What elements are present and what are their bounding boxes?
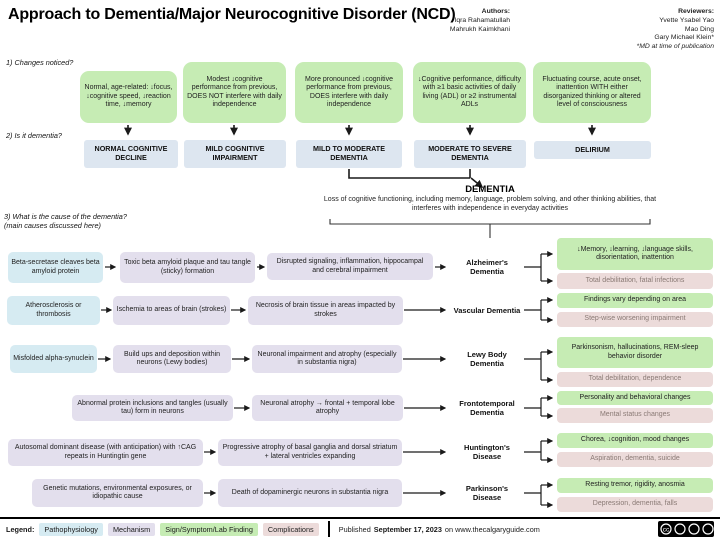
diagnosis-normal-cognitive-decline: NORMAL COGNITIVE DECLINE — [84, 140, 178, 168]
vascular-mechanism-2: Necrosis of brain tissue in areas impacted by strokes — [248, 296, 403, 325]
published-site: on www.thecalgaryguide.com — [444, 524, 540, 534]
alzheimers-dementia-label: Alzheimer's Dementia — [466, 258, 508, 276]
dementia-title: DEMENTIA — [465, 184, 515, 195]
parkinsons-signs: Resting tremor, rigidity, anosmia — [557, 478, 713, 493]
frontotemporal-mechanism-2: Neuronal atrophy → frontal + temporal lobe atrophy — [252, 395, 403, 421]
finding-fluctuating-course: Fluctuating course, acute onset, inattention WITH either disorganized thinking or altered level of consciousness — [533, 62, 651, 123]
diagnosis-delirium: DELIRIUM — [534, 141, 651, 159]
alzheimers-complications: Total debilitation, fatal infections — [557, 273, 713, 289]
lewy-body-complications: Total debilitation, dependence — [557, 372, 713, 387]
huntingtons-mechanism-2: Progressive atrophy of basal ganglia and dorsal striatum + lateral ventricles expanding — [218, 439, 402, 466]
alzheimers-mechanism-2: Disrupted signaling, inflammation, hippocampal and cerebral impairment — [267, 253, 433, 280]
vascular-complications: Step-wise worsening impairment — [557, 312, 713, 327]
legend-label: Legend: — [6, 524, 35, 534]
legend-sign-chip: Sign/Symptom/Lab Finding — [160, 523, 258, 536]
published-date: September 17, 2023 — [373, 524, 442, 534]
parkinsons-mechanism-1: Genetic mutations, environmental exposures, or idiopathic cause — [32, 479, 203, 507]
parkinsons-mechanism-2: Death of dopaminergic neurons in substantia nigra — [218, 479, 402, 507]
diagnosis-mild-cognitive-impairment: MILD COGNITIVE IMPAIRMENT — [184, 140, 286, 168]
parkinsons-complications: Depression, dementia, falls — [557, 497, 713, 512]
dementia-definition-block — [320, 184, 660, 214]
frontotemporal-mechanism-1: Abnormal protein inclusions and tangles (usually tau) form in neurons — [72, 395, 233, 421]
lewy-body-pathophysiology: Misfolded alpha-synuclein — [10, 345, 97, 373]
authors-label: Authors: — [481, 8, 510, 15]
reviewer-name: Gary Michael Klein* — [654, 34, 714, 42]
lewy-body-mechanism-2: Neuronal impairment and atrophy (especially in substantia nigra) — [252, 345, 402, 373]
diagnosis-mild-to-moderate-dementia: MILD TO MODERATE DEMENTIA — [296, 140, 402, 168]
lewy-body-mechanism-1: Build ups and deposition within neurons (Lewy bodies) — [113, 345, 231, 373]
lewy-body-signs: Parkinsonism, hallucinations, REM-sleep behavior disorder — [557, 337, 713, 368]
reviewer-name: Mao Ding — [684, 25, 714, 33]
legend-divider — [328, 521, 330, 537]
diagnosis-moderate-to-severe-dementia: MODERATE TO SEVERE DEMENTIA — [414, 140, 526, 168]
huntingtons-mechanism-1: Autosomal dominant disease (with anticipation) with ↑CAG repeats in Huntingtin gene — [8, 439, 203, 466]
vascular-dementia-label: Vascular Dementia — [453, 305, 521, 315]
parkinsons-disease-label: Parkinson's Disease — [465, 484, 509, 502]
md-note: *MD at time of publication — [636, 43, 714, 51]
lewy-body-dementia-label: Lewy Body Dementia — [467, 350, 507, 368]
huntingtons-complications: Aspiration, dementia, suicide — [557, 452, 713, 467]
vascular-pathophysiology: Atherosclerosis or thrombosis — [7, 296, 100, 325]
legend-pathophysiology-chip: Pathophysiology — [39, 523, 103, 536]
author-name: Iqra Rahamatullah — [454, 16, 510, 24]
legend-bar — [0, 517, 720, 539]
huntingtons-disease-label: Huntington's Disease — [464, 443, 510, 461]
alzheimers-signs: ↓Memory, ↓learning, ↓language skills, disorientation, inattention — [557, 238, 713, 270]
question-3-line1: 3) What is the cause of the dementia? — [4, 212, 127, 221]
authors-block — [400, 8, 510, 34]
question-3-label — [4, 212, 154, 230]
reviewers-block — [558, 8, 714, 52]
dementia-definition: Loss of cognitive functioning, including memory, language, problem solving, and other thinking abilities, that interferes with independence in everyday activities — [323, 196, 657, 212]
question-1-label: 1) Changes noticed? — [6, 58, 74, 67]
frontotemporal-complications: Mental status changes — [557, 408, 713, 423]
huntingtons-signs: Chorea, ↓cognition, mood changes — [557, 433, 713, 448]
published-prefix: Published — [338, 524, 371, 534]
cc-license-icon — [658, 521, 714, 537]
author-name: Mahrukh Kaimkhani — [449, 25, 510, 33]
legend-complications-chip: Complications — [263, 523, 319, 536]
reviewers-label: Reviewers: — [678, 8, 714, 15]
question-3-line2: (main causes discussed here) — [4, 221, 101, 231]
frontotemporal-signs: Personality and behavioral changes — [557, 391, 713, 405]
question-2-label: 2) Is it dementia? — [6, 131, 62, 140]
finding-normal-aging: Normal, age-related: ↓focus, ↓cognitive speed, ↓reaction time, ↓memory — [80, 71, 177, 123]
finding-pronounced-decline: More pronounced ↓cognitive performance from previous, DOES interfere with daily independence — [295, 62, 403, 123]
alzheimers-pathophysiology: Beta-secretase cleaves beta amyloid protein — [8, 252, 103, 283]
frontotemporal-dementia-label: Frontotemporal Dementia — [459, 399, 515, 417]
finding-modest-decline: Modest ↓cognitive performance from previous, DOES NOT interfere with daily independence — [183, 62, 286, 123]
legend-mechanism-chip: Mechanism — [108, 523, 155, 536]
alzheimers-mechanism-1: Toxic beta amyloid plaque and tau tangle (sticky) formation — [120, 252, 255, 283]
vascular-signs: Findings vary depending on area — [557, 293, 713, 308]
publication-info — [339, 525, 540, 534]
vascular-mechanism-1: Ischemia to areas of brain (strokes) — [113, 296, 230, 325]
svg-text:cc: cc — [662, 526, 670, 534]
finding-adl-difficulty: ↓Cognitive performance, difficulty with ≥1 basic activities of daily living (ADL) or ≥2 instrumental ADLs — [413, 62, 526, 123]
reviewer-name: Yvette Ysabel Yao — [659, 16, 714, 24]
page-title: Approach to Dementia/Major Neurocognitive Disorder (NCD) — [8, 6, 456, 23]
